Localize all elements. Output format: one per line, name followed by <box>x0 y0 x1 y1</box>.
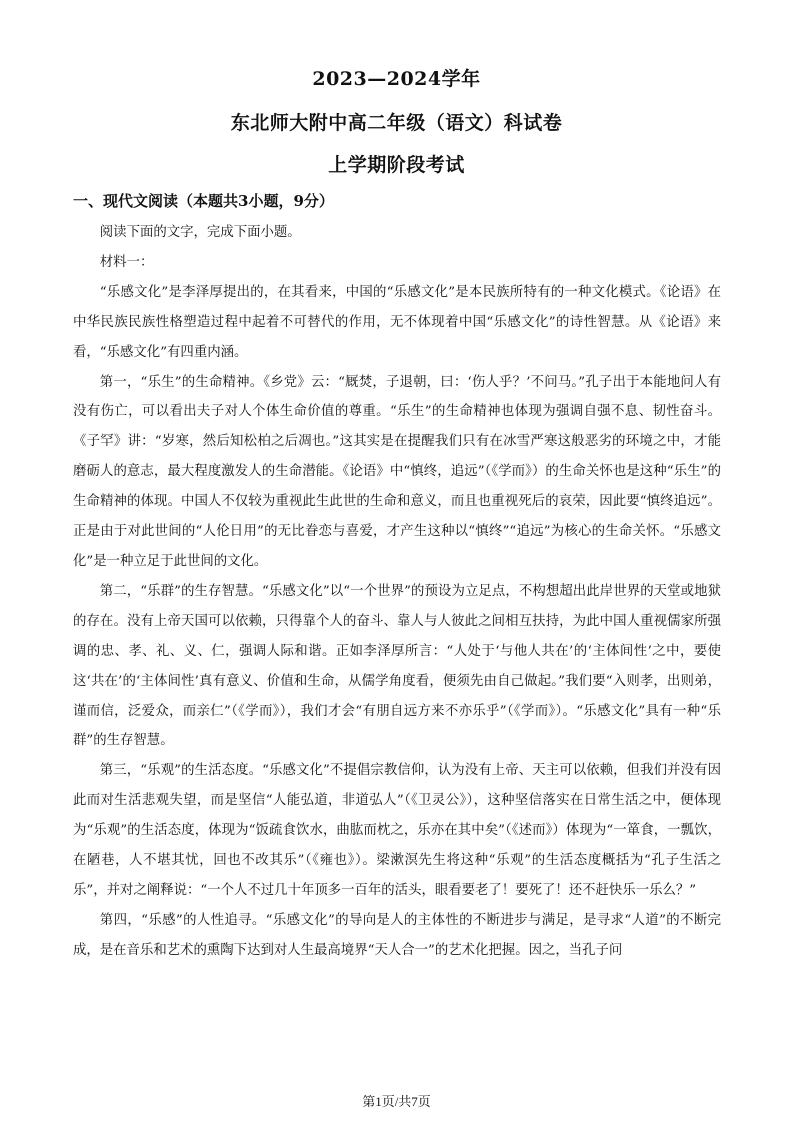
passage-paragraph-fourth: 第四，“乐感”的人性追寻。“乐感文化”的导向是人的主体性的不断进步与满足，是寻求“人道”的不断完成，是在音乐和艺术的熏陶下达到对人生最高境界“天人合一”的艺术化把握。因之，当孔子问 <box>73 912 721 958</box>
exam-subtitle: 上学期阶段考试 <box>328 154 465 176</box>
reading-passage <box>73 218 721 966</box>
passage-paragraph-third: 第三，“乐观”的生活态度。“乐感文化”不提倡宗教信仰，认为没有上帝、天主可以依赖，但我们并没有因此而对生活悲观失望，而是坚信“人能弘道，非道弘人”（《卫灵公》），这种坚信落实在日常生活之中，便体现为“乐观”的生活态度，体现为“饭疏食饮水，曲肱而枕之，乐亦在其中矣”（《述而》）体现为“一箪食，一瓢饮，在陋巷，人不堪其忧，回也不改其乐”（《雍也》）。梁漱溟先生将这种“乐观”的生活态度概括为“孔子生活之乐”，并对之阐释说：“一个人不过几十年顶多一百年的活头，眼看要老了！要死了！还不赶快乐一乐么？” <box>73 763 721 898</box>
reading-instruction: 阅读下面的文字，完成下面小题。 <box>99 225 301 240</box>
exam-paper-title: 东北师大附中高二年级（语文）科试卷 <box>230 112 563 134</box>
material-label: 材料一： <box>99 254 154 270</box>
passage-paragraph-first: 第一，“乐生”的生命精神。《乡党》云：“厩焚，子退朝，曰：‘伤人乎？’不问马。”孔子出于本能地问人有没有伤亡，可以看出夫子对人个体生命价值的尊重。“乐生”的生命精神也体现为强调自强不息、韧性奋斗。《子罕》讲：“岁寒，然后知松柏之后凋也。”这其实是在提醒我们只有在冰雪严寒这般恶劣的环境之中，才能磨砺人的意志，最大程度激发人的生命潜能。《论语》中“慎终，追远”（《学而》）的生命关怀也是这种“乐生”的生命精神的体现。中国人不仅较为重视此生此世的生命和意义，而且也重视死后的哀荣，因此要“慎终追远”。正是由于对此世间的“人伦日用”的无比眷恋与喜爱，才产生这种以“慎终”“追远”为核心的生命关怀。“乐感文化”是一种立足于此世间的文化。 <box>73 374 721 569</box>
school-year-title: 2023—2024学年 <box>312 68 481 90</box>
page-number: 第1页/共7页 <box>362 1094 431 1109</box>
passage-paragraph-second: 第二，“乐群”的生存智慧。“乐感文化”以“一个世界”的预设为立足点，不构想超出此岸世界的天堂或地狱的存在。没有上帝天国可以依赖，只得靠个人的奋斗、靠人与人彼此之间相互扶持，为此中国人重视儒家所强调的忠、孝、礼、义、仁，强调人际和谐。正如李泽厚所言：“人处于‘与他人共在’的‘主体间性’之中，要使这‘共在’的‘主体间性’真有意义、价值和生命，从儒学角度看，便须先由自己做起。”我们要“入则孝，出则弟，谨而信，泛爱众，而亲仁”（《学而》），我们才会“有朋自远方来不亦乐乎”（《学而》）。“乐感文化”具有一种“乐群”的生存智慧。 <box>73 583 721 749</box>
section-heading: 一、现代文阅读（本题共3小题，9分） <box>73 192 334 210</box>
passage-paragraph-intro: “乐感文化”是李泽厚提出的，在其看来，中国的“乐感文化”是本民族所特有的一种文化模式。《论语》在中华民族民族性格塑造过程中起着不可替代的作用，无不体现着中国“乐感文化”的诗性智慧。从《论语》来看，“乐感文化”有四重内涵。 <box>73 284 721 360</box>
